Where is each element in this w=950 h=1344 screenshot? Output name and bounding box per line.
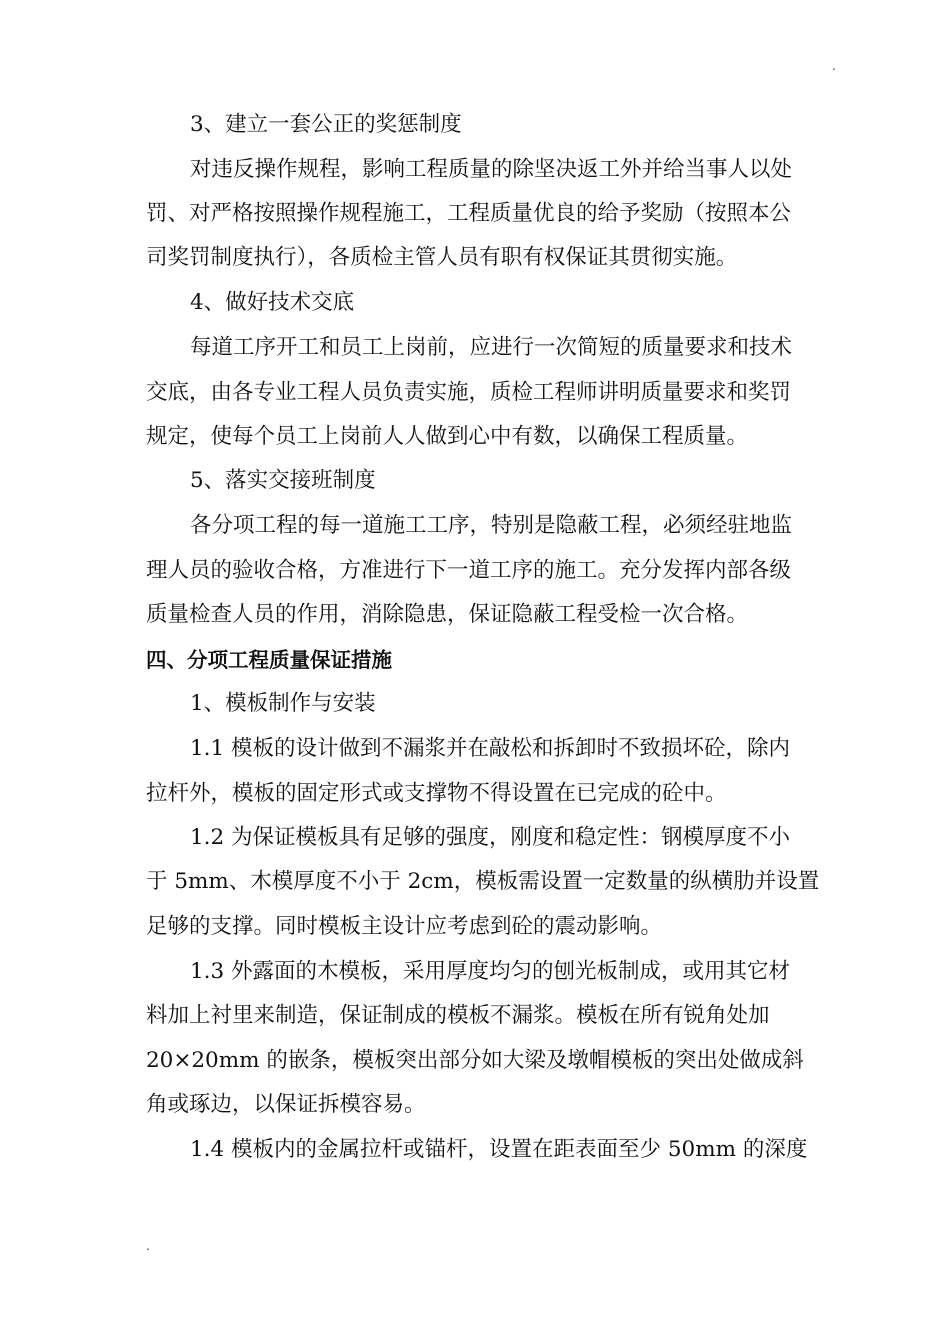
paragraph-line: 对违反操作规程，影响工程质量的除坚决返工外并给当事人以处: [190, 157, 793, 182]
paragraph-line: 每道工序开工和员工上岗前，应进行一次简短的质量要求和技术: [190, 335, 793, 360]
footer-mark: .: [146, 1239, 150, 1253]
paragraph-line: 拉杆外，模板的固定形式或支撑物不得设置在已完成的砼中。: [146, 781, 727, 806]
section-heading: 四、分项工程质量保证措施: [146, 648, 392, 672]
paragraph-line: 司奖罚制度执行），各质检主管人员有职有权保证其贯彻实施。: [146, 245, 738, 270]
paragraph-line: 1.3 外露面的木模板，采用厚度均匀的刨光板制成，或用其它材: [190, 959, 791, 984]
paragraph-line: 各分项工程的每一道施工工序，特别是隐蔽工程，必须经驻地监: [190, 513, 793, 538]
paragraph-line: 交底，由各专业工程人员负责实施，质检工程师讲明质量要求和奖罚: [146, 380, 792, 405]
paragraph-line: 于 5mm、木模厚度不小于 2cm，模板需设置一定数量的纵横肋并设置: [146, 869, 820, 894]
paragraph-line: 料加上衬里来制造，保证制成的模板不漏浆。模板在所有锐角处加: [146, 1003, 770, 1028]
paragraph-line: 1.4 模板内的金属拉杆或锚杆，设置在距表面至少 50mm 的深度: [190, 1137, 808, 1162]
paragraph-line: 罚、对严格按照操作规程施工，工程质量优良的给予奖励（按照本公: [146, 201, 792, 226]
heading-3: 3、建立一套公正的奖惩制度: [190, 112, 462, 137]
header-mark: .: [832, 59, 836, 73]
heading-4: 4、做好技术交底: [190, 290, 355, 315]
heading-5: 5、落实交接班制度: [190, 468, 376, 493]
paragraph-line: 角或琢边，以保证拆模容易。: [146, 1092, 426, 1117]
paragraph-line: 质量检查人员的作用，消除隐患，保证隐蔽工程受检一次合格。: [146, 602, 749, 627]
paragraph-line: 1.2 为保证模板具有足够的强度，刚度和稳定性：钢模厚度不小: [190, 825, 791, 850]
paragraph-line: 理人员的验收合格，方准进行下一道工序的施工。充分发挥内部各级: [146, 558, 792, 583]
paragraph-line: 1.1 模板的设计做到不漏浆并在敲松和拆卸时不致损坏砼，除内: [190, 736, 791, 761]
paragraph-line: 足够的支撑。同时模板主设计应考虑到砼的震动影响。: [146, 914, 663, 939]
paragraph-line: 规定，使每个员工上岗前人人做到心中有数，以确保工程质量。: [146, 424, 749, 449]
paragraph-line: 20×20mm 的嵌条，模板突出部分如大梁及墩帽模板的突出处做成斜: [146, 1048, 804, 1073]
subsection-heading: 1、模板制作与安装: [190, 691, 376, 716]
